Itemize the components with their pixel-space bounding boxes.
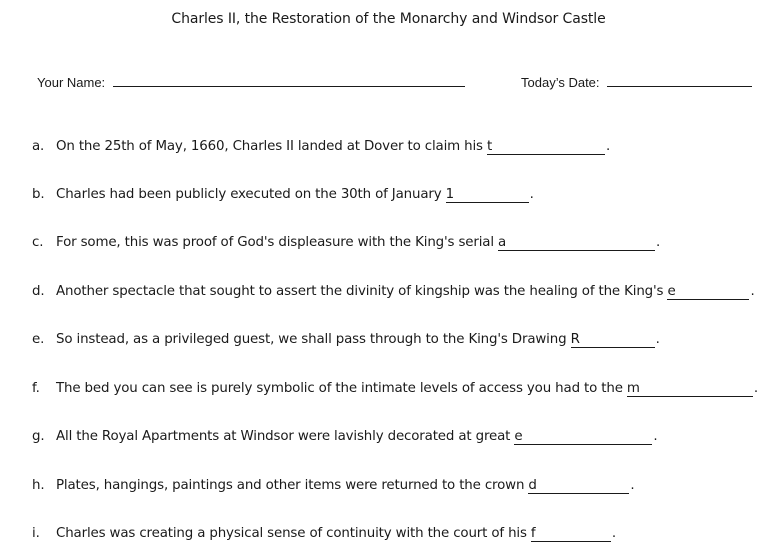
answer-hint-letter: d bbox=[528, 478, 537, 493]
period: . bbox=[630, 478, 635, 493]
question-item bbox=[32, 478, 635, 494]
question-letter: f. bbox=[32, 381, 40, 396]
answer-hint-letter: e bbox=[667, 284, 676, 299]
period: . bbox=[750, 284, 755, 299]
date-field bbox=[521, 74, 752, 90]
question-item bbox=[32, 381, 758, 397]
period: . bbox=[753, 381, 759, 396]
question-letter: b. bbox=[32, 187, 45, 202]
question-item bbox=[32, 332, 660, 348]
answer-hint-letter: 1 bbox=[445, 187, 455, 202]
answer-hint-letter: f bbox=[530, 526, 536, 541]
name-input-line[interactable] bbox=[113, 74, 465, 87]
period: . bbox=[655, 332, 660, 347]
question-item bbox=[32, 235, 660, 251]
question-text: For some, this was proof of God's displeasure with the King's serial bbox=[56, 235, 499, 250]
date-label: Today’s Date: bbox=[521, 75, 600, 90]
question-text: Charles had been publicly executed on the 30th of January bbox=[56, 187, 446, 202]
answer-blank[interactable] bbox=[498, 236, 655, 251]
answer-blank[interactable] bbox=[531, 527, 611, 542]
question-item bbox=[32, 187, 534, 203]
question-text: All the Royal Apartments at Windsor were lavishly decorated at great bbox=[56, 429, 515, 444]
period: . bbox=[656, 235, 661, 250]
question-item bbox=[32, 526, 616, 542]
question-text: Another spectacle that sought to assert the divinity of kingship was the healing of the King's bbox=[56, 284, 668, 299]
answer-hint-letter: m bbox=[626, 381, 640, 396]
question-letter: c. bbox=[32, 235, 44, 250]
period: . bbox=[529, 187, 534, 202]
question-item bbox=[32, 429, 657, 445]
question-text: Plates, hangings, paintings and other items were returned to the crown bbox=[56, 478, 529, 493]
question-letter: h. bbox=[32, 478, 45, 493]
question-letter: d. bbox=[32, 284, 45, 299]
name-label: Your Name: bbox=[37, 75, 106, 90]
answer-blank[interactable] bbox=[667, 285, 749, 300]
answer-hint-letter: e bbox=[514, 429, 523, 444]
question-text: On the 25th of May, 1660, Charles II landed at Dover to claim his bbox=[56, 139, 487, 154]
answer-blank[interactable] bbox=[487, 140, 605, 155]
page-title: Charles II, the Restoration of the Monarchy and Windsor Castle bbox=[171, 11, 606, 27]
period: . bbox=[606, 139, 611, 154]
question-text: Charles was creating a physical sense of continuity with the court of his bbox=[56, 526, 531, 541]
answer-hint-letter: t bbox=[487, 139, 493, 154]
date-input-line[interactable] bbox=[607, 74, 752, 87]
answer-hint-letter: a bbox=[498, 235, 507, 250]
answer-blank[interactable] bbox=[571, 333, 655, 348]
answer-blank[interactable] bbox=[514, 430, 652, 445]
question-item bbox=[32, 139, 610, 155]
question-letter: g. bbox=[32, 429, 45, 444]
answer-blank[interactable] bbox=[528, 479, 629, 494]
question-text: So instead, as a privileged guest, we shall pass through to the King's Drawing bbox=[56, 332, 571, 347]
answer-blank[interactable] bbox=[627, 382, 753, 397]
question-item bbox=[32, 284, 755, 300]
question-letter: e. bbox=[32, 332, 45, 347]
question-letter: i. bbox=[32, 526, 40, 541]
name-field bbox=[37, 74, 465, 90]
question-text: The bed you can see is purely symbolic of the intimate levels of access you had to the bbox=[56, 381, 627, 396]
answer-hint-letter: R bbox=[570, 332, 580, 347]
question-letter: a. bbox=[32, 139, 45, 154]
period: . bbox=[653, 429, 658, 444]
answer-blank[interactable] bbox=[446, 188, 529, 203]
period: . bbox=[611, 526, 617, 541]
